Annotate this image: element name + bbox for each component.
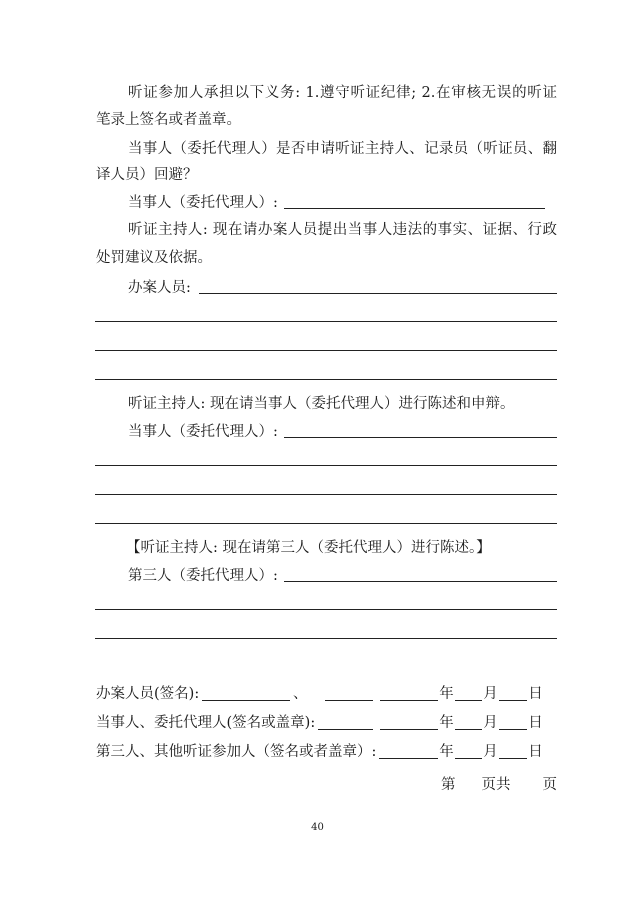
page-count-prefix: 第 — [441, 777, 456, 793]
obligations-line-1: 听证参加人承担以下义务: 1.遵守听证纪律; 2.在审核无误的听证 — [128, 85, 557, 101]
signature-blank — [202, 684, 290, 701]
page-count-middle: 页共 — [481, 777, 511, 793]
case-officer-statement-row — [128, 278, 557, 298]
date-day-blank — [499, 742, 527, 759]
party-statement-blank — [284, 422, 557, 438]
year-unit: 年 — [439, 744, 454, 760]
date-year-blank — [380, 713, 438, 730]
day-unit: 日 — [528, 744, 543, 760]
party-signature-label: 当事人、委托代理人(签名或盖章): — [96, 715, 316, 731]
year-unit: 年 — [439, 715, 454, 731]
third-party-statement-blank-line — [95, 638, 557, 639]
case-officer-statement-label: 办案人员: — [128, 280, 191, 296]
party-statement-label: 当事人（委托代理人）: — [128, 424, 278, 440]
signature-blank — [325, 684, 373, 701]
date-month-blank — [455, 684, 482, 701]
host-request-third-party-statement: 【听证主持人: 现在请第三人（委托代理人）进行陈述。】 — [126, 540, 491, 556]
year-unit: 年 — [439, 686, 454, 702]
signature-and-year-blank — [379, 742, 438, 759]
party-statement-row — [128, 422, 557, 442]
date-day-blank — [499, 713, 527, 730]
party-statement-blank-line — [95, 494, 557, 495]
signature-separator: 、 — [293, 686, 308, 702]
third-party-signature-label: 第三人、其他听证参加人（签名或者盖章）: — [96, 744, 377, 760]
case-officer-signature-label: 办案人员(签名): — [96, 686, 200, 702]
month-unit: 月 — [483, 715, 498, 731]
month-unit: 月 — [483, 686, 498, 702]
host-request-case-officer-line-2: 处罚建议及依据。 — [96, 250, 212, 266]
host-request-case-officer-line-1: 听证主持人: 现在请办案人员提出当事人违法的事实、证据、行政 — [128, 222, 557, 238]
third-party-statement-label: 第三人（委托代理人）: — [128, 568, 278, 584]
recusal-answer-label: 当事人（委托代理人）: — [128, 195, 278, 211]
recusal-question-line-1: 当事人（委托代理人）是否申请听证主持人、记录员（听证员、翻 — [128, 141, 557, 157]
page-total-blank — [511, 775, 543, 795]
page-count-suffix: 页 — [542, 777, 557, 793]
third-party-statement-blank-line — [95, 609, 557, 610]
date-month-blank — [455, 713, 482, 730]
recusal-answer-row — [128, 193, 545, 213]
obligations-line-2: 笔录上签名或者盖章。 — [96, 112, 241, 128]
case-officer-statement-blank-line — [95, 350, 557, 351]
party-statement-blank-line — [95, 523, 557, 524]
case-officer-statement-blank — [199, 278, 557, 294]
case-officer-statement-blank-line — [95, 321, 557, 322]
day-unit: 日 — [528, 686, 543, 702]
month-unit: 月 — [483, 744, 498, 760]
page-count — [441, 775, 557, 795]
third-party-statement-row — [128, 566, 557, 586]
case-officer-statement-blank-line — [95, 379, 557, 380]
party-signature-row — [96, 713, 544, 733]
recusal-answer-blank — [284, 193, 545, 209]
third-party-signature-row — [96, 742, 544, 762]
date-day-blank — [499, 684, 527, 701]
third-party-statement-blank — [284, 566, 557, 582]
signature-blank — [318, 713, 373, 730]
page-number: 40 — [311, 822, 324, 833]
date-year-blank — [380, 684, 438, 701]
date-month-blank — [455, 742, 482, 759]
day-unit: 日 — [528, 715, 543, 731]
party-statement-blank-line — [95, 465, 557, 466]
host-request-party-statement: 听证主持人: 现在请当事人（委托代理人）进行陈述和申辩。 — [128, 396, 515, 412]
page-count-blank — [456, 775, 482, 795]
case-officer-signature-row — [96, 684, 544, 704]
recusal-question-line-2: 译人员）回避？ — [96, 167, 198, 183]
